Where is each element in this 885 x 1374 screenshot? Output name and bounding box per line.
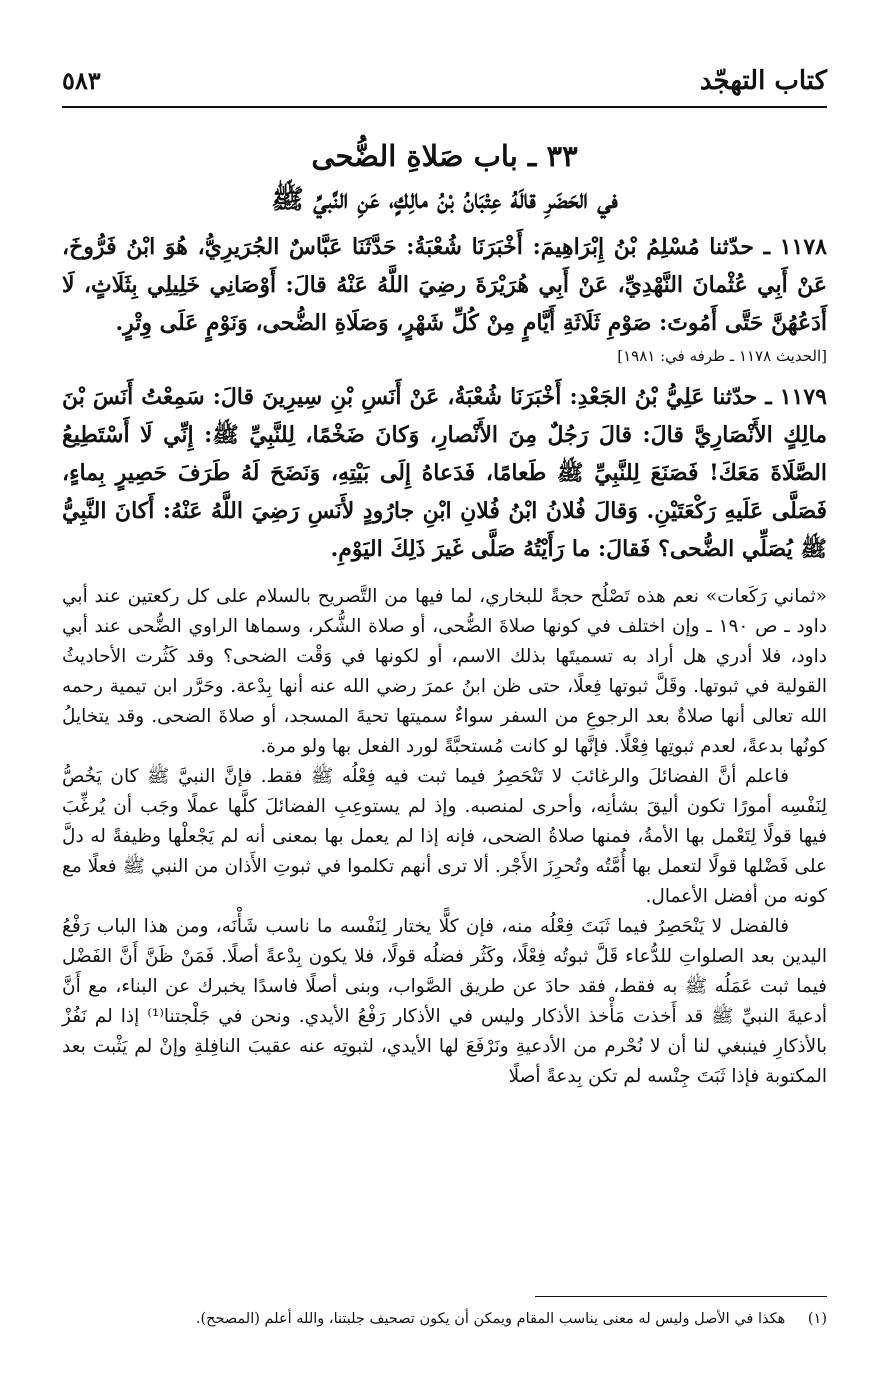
page-number: ٥٨٣ — [62, 66, 101, 95]
chapter-subtitle: في الحَضَرِ قالَهُ عِتْبَانُ بْنُ مالِكٍ، عَنِ النَّبيِّ ﷺ — [271, 184, 618, 215]
commentary-paragraph-2: فاعلم أنَّ الفضائلَ والرغائبَ لا تَنْحَصِرُ فيما ثبت فيه فِعْلُه ﷺ فقط. فإنَّ النبيَّ ﷺ كان يَخُصُّ لِنَفْسِه أمورًا تكون أليقَ بشأنِه، وأحرى لمنصبه. وإذ لم يستوعِبِ الفضائلَ كلَّها عملًا وجَب أن يُرغِّبَ فيها قولًا لِتَعْمل بها الأمةُ، فمنها صلاةُ الضحى، فإنه إذا لم يعمل بها بمعنى أنه لم يَجْعلْها وظيفةً له دلَّ على فَضْلها قولًا لتعمل بها أُمَّتُه وتُحرِزَ الأَجْر. ألا ترى أنهم تكلموا في ثبوتِ الأَذان من النبي ﷺ فعلًا مع كونه من أفضل الأعمال. — [62, 766, 827, 907]
footnote-1 — [62, 1308, 827, 1330]
footnote-mark: (١) — [807, 1311, 827, 1327]
hadith-1178: ١١٧٨ ـ حدّثنا مُسْلِمُ بْنُ إِبْرَاهِيمَ: أَخْبَرَنَا شُعْبَةُ: حَدَّثَنَا عَبَّاسٌ الجُرَيرِيُّ، هُوَ ابْنُ فَرُّوخَ، عَنْ أَبِي عُثْمانَ النَّهْدِيِّ، عَنْ أَبِي هُرَيْرَةَ رضِيَ اللَّهُ عَنْهُ قالَ: أَوْصَانِي خَلِيلِي بِثَلَاثٍ، لَا أَدَعُهُنَّ حَتَّى أَمُوتَ: صَوْمِ ثَلَاثَةِ أَيَّامٍ مِنْ كُلِّ شَهْرٍ، وَصَلَاةِ الضُّحى، وَنَوْمٍ عَلَى وِتْرٍ. — [62, 234, 827, 336]
footnote-divider — [535, 1296, 827, 1297]
footnote-text: هكذا في الأصل وليس له معنى يناسب المقام ويمكن أن يكون تصحيف جلبتنا، والله أعلم (المصحح). — [195, 1311, 786, 1327]
running-header — [62, 60, 827, 104]
hadith-1178-reference: [الحديث ١١٧٨ ـ طرفه في: ١٩٨١] — [617, 347, 827, 365]
commentary-paragraph-1: «ثماني رَكَعات» نعم هذه تَصْلُح حجةً للبخاري، لما فيها من التَّصريح بالسلام على كل ركعتين عند أبي داود ـ ص ١٩٠ ـ وإن اختلف في كونها صلاةَ الضُّحى، أو صلاة الشُّكر، وسماها الراوي الضُّحى عند أبي داود، فلا أدري هل أراد به تسميتَها بذلك الاسم، أو لكونها في وَقْت الضحى؟ وقد كَثُرت الأحاديثُ القولية في ثبوتها. وقَلَّ ثبوتها فِعلًا، حتى ظن ابنُ عمرَ رضي الله عنه أنها بِدْعة. وحَرَّر ابن تيمية رحمه الله تعالى أنها صلاةٌ بعد الرجوعِ من السفر سواءٌ سميتها تحيةَ المسجد، أو صلاةَ الضحى. وقد يتخايلُ كونُها بدعةً، لعدم ثبوتِها فِعْلًا. فإنَّها لو كانت مُستحبَّةً لورد الفعل بها ولو مرة. — [62, 586, 827, 757]
chapter-title: ٣٣ ـ باب صَلاةِ الضُّحى — [311, 139, 578, 173]
chapter-heading — [62, 134, 827, 222]
hadith-1179: ١١٧٩ ـ حدّثنا عَلِيُّ بْنُ الجَعْدِ: أَخْبَرَنَا شُعْبَةُ، عَنْ أَنَسِ بْنِ سِيرِينَ قالَ: سَمِعْتُ أَنَسَ بْنَ مالِكٍ الأَنْصَارِيَّ قالَ: قالَ رَجُلٌ مِنَ الأَنْصارِ، وَكانَ ضَخْمًا، لِلنَّبِيِّ ﷺ: إِنِّي لَا أَسْتَطِيعُ الصَّلَاةَ مَعَكَ! فَصَنَعَ لِلنَّبِيِّ ﷺ طَعامًا، فَدَعاهُ إِلَى بَيْتِهِ، وَنَضَحَ لَهُ طَرَفَ حَصِيرٍ بِماءٍ، فَصَلَّى عَلَيهِ رَكْعَتَيْنِ. وَقالَ فُلانُ ابْنُ فُلانِ ابْنِ جارُودٍ لأَنَسِ رَضِيَ اللَّهُ عَنْهُ: أَكانَ النَّبِيُّ ﷺ يُصَلِّي الضُّحى؟ فَقالَ: ما رَأَيْتُهُ صَلَّى غَيرَ ذَلِكَ اليَوْمِ. — [62, 384, 827, 562]
book-title: كتاب التهجّد — [699, 66, 827, 96]
spacer — [62, 568, 827, 582]
page-body — [62, 228, 827, 1092]
header-divider — [62, 106, 827, 108]
commentary-paragraph-3: فالفضل لا يَنْحَصِرُ فيما ثَبَتَ فِعْلُه منه، فإن كلًّا يختار لِنَفْسه ما ناسب شَأْنَه، ومن هذا الباب رَفْعُ اليدين بعد الصلواتِ للدُّعاء قَلَّ ثبوتُه فِعْلًا، وكَثُر فضلُه قولًا، فلا يكون بِدْعةً أصلًا. فَمَنْ ظَنَّ أَنَّ الفَضْل فيما ثبت عَمَلُه ﷺ به فقط، فقد حادَ عن طريق الصَّواب، وبنى أصلًا فاسدًا يخبرك عن البناء، مع أَنَّ أدعيةَ النبيِّ ﷺ قد أَخذت مَأْخذ الأذكار وليس في الأذكار رَفْعُ الأيدي. ونحن في جَلْجتنا⁽¹⁾ إذا لم نَفُزْ بالأذكارِ فينبغي لنا أن لا نُحْرم من الأدعيةِ ونَرْفَعَ لها الأيدي، لثبوتِه عنه عقيبَ النافِلةِ وإنْ لم يَثْبت بعد المكتوبة فإذا ثَبَتَ جِنْسه لم تكن بِدعةً أصلًا — [62, 916, 827, 1087]
